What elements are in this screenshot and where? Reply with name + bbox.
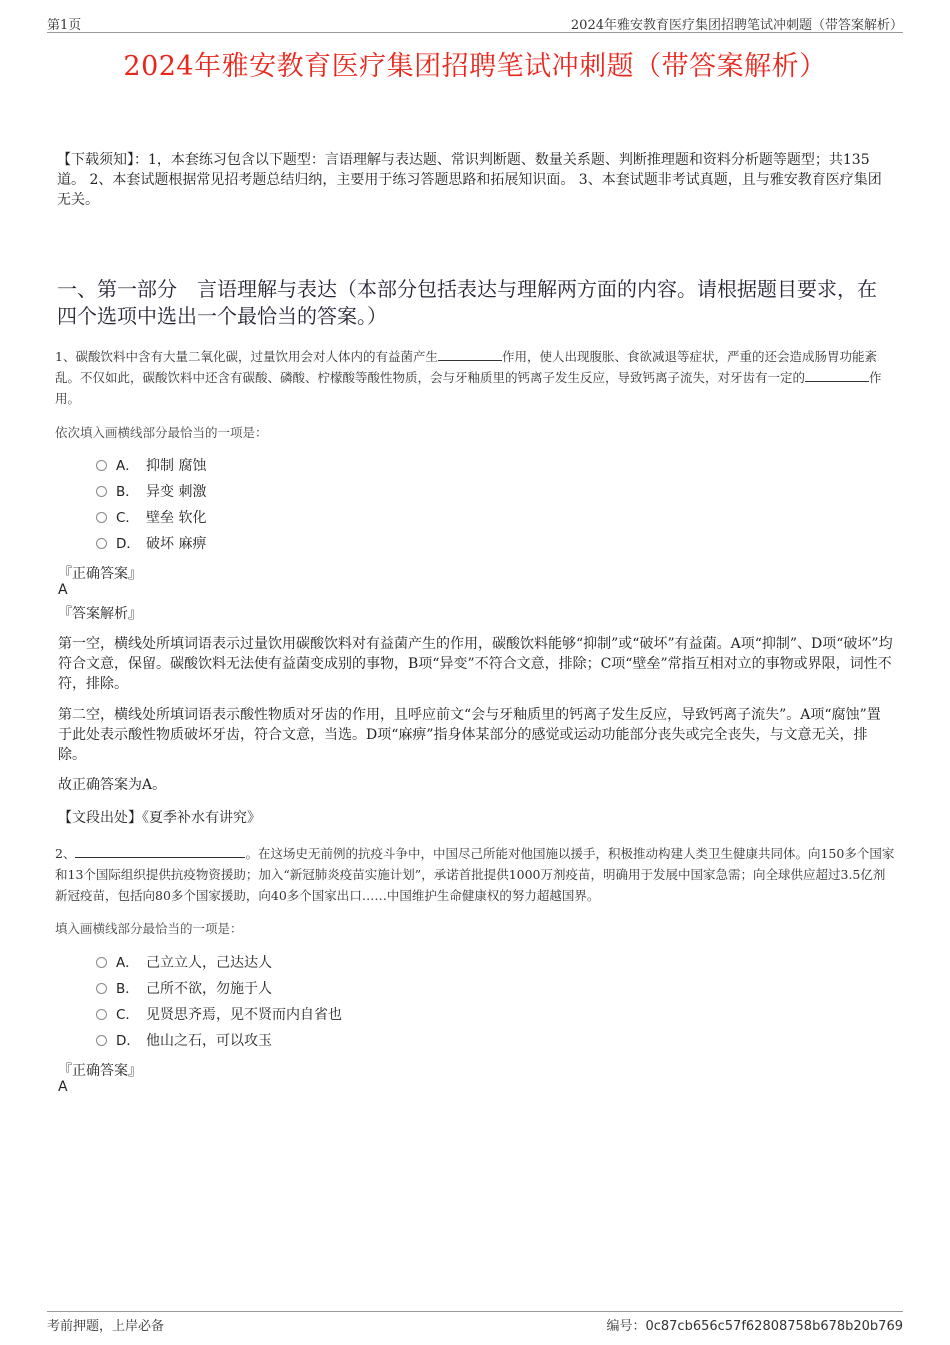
q1-blank-1 [438, 346, 502, 361]
q1-analysis-paragraph-1: 第一空，横线处所填词语表示过量饮用碳酸饮料对有益菌产生的作用，碳酸饮料能够“抑制”或“破坏”有益菌。A项“抑制”、D项“破坏”均符合文意，保留。碳酸饮料无法使有益菌变成别的事物，B项“异变”不符合文意，排除；C项“壁垒”常指互相对立的事物或界限，词性不符，排除。 [58, 636, 893, 692]
q2-blank [75, 843, 245, 858]
footer-slogan: 考前押题，上岸必备 [47, 1319, 165, 1334]
q1-source: 【文段出处】《夏季补水有讲究》 [58, 810, 261, 826]
q1-analysis-paragraph-2: 第二空，横线处所填词语表示酸性物质对牙齿的作用，且呼应前文“会与牙釉质里的钙离子发生反应，导致钙离子流失”。A项“腐蚀”置于此处表示酸性物质破坏牙齿，符合文意，当选。D项“麻痹”指身体某部分的感觉或运动功能部分丧失或完全丧失，与文意无关，排除。 [58, 707, 881, 763]
page-title: 2024年雅安教育医疗集团招聘笔试冲刺题（带答案解析） [123, 51, 827, 82]
footer-code [606, 1315, 903, 1334]
section-heading: 一、第一部分 言语理解与表达（本部分包括表达与理解两方面的内容。请根据题目要求，在四个选项中选出一个最恰当的答案。） [57, 277, 877, 328]
radio-icon[interactable] [96, 460, 107, 471]
question-1-text [55, 346, 895, 409]
q2-text-part-a: 2、 [55, 846, 76, 861]
q1-analysis-conclusion: 故正确答案为A。 [58, 777, 167, 793]
q1-prompt: 依次填入画横线部分最恰当的一项是： [55, 425, 268, 440]
q2-text-part-b: 。在这场史无前例的抗疫斗争中，中国尽己所能对他国施以援手，积极推动构建人类卫生健康共同体。向150多个国家和13个国际组织提供抗疫物资援助；加入“新冠肺炎疫苗实施计划”，承诺首批提供1000万剂疫苗，明确用于发展中国家急需；向全球供应超过3.5亿剂新冠疫苗，包括向80多个国家援助，向40多个国家出口……中国维护生命健康权的努力超越国界。 [55, 846, 895, 903]
q1-blank-2 [805, 367, 869, 382]
footer-code-label: 编号： [606, 1319, 646, 1334]
q2-option-b[interactable]: B． 己所不欲，勿施于人 [96, 978, 272, 1000]
q2-option-a[interactable]: A． 己立立人，己达达人 [96, 952, 272, 974]
radio-icon[interactable] [96, 1009, 107, 1020]
q1-answer: A [58, 582, 68, 598]
q2-prompt: 填入画横线部分最恰当的一项是： [55, 921, 243, 936]
q1-option-d[interactable]: D． 破坏 麻痹 [96, 533, 206, 555]
radio-icon[interactable] [96, 957, 107, 968]
footer-code-value: 0c87cb656c57f62808758b678b20b769 [645, 1319, 903, 1334]
q2-answer: A [58, 1079, 68, 1095]
radio-icon[interactable] [96, 538, 107, 549]
question-2-text [55, 843, 895, 906]
page-number: 第1页 [47, 18, 82, 33]
q1-answer-label: 『正确答案』 [58, 566, 142, 582]
q2-option-c[interactable]: C． 见贤思齐焉，见不贤而内自省也 [96, 1004, 342, 1026]
header-doc-title: 2024年雅安教育医疗集团招聘笔试冲刺题（带答案解析） [570, 18, 903, 33]
q2-answer-label: 『正确答案』 [58, 1063, 142, 1079]
q1-text-part-c: 作用。 [55, 370, 882, 406]
radio-icon[interactable] [96, 983, 107, 994]
q1-option-c[interactable]: C． 壁垒 软化 [96, 507, 206, 529]
radio-icon[interactable] [96, 512, 107, 523]
radio-icon[interactable] [96, 1035, 107, 1046]
page-footer [47, 1311, 903, 1332]
q1-text-part-a: 1、碳酸饮料中含有大量二氧化碳，过量饮用会对人体内的有益菌产生 [55, 349, 438, 364]
q1-text-part-b: 作用，使人出现腹胀、食欲减退等症状，严重的还会造成肠胃功能紊乱。不仅如此，碳酸饮料中还含有碳酸、磷酸、柠檬酸等酸性物质，会与牙釉质里的钙离子发生反应，导致钙离子流失，对牙齿有一定的 [55, 349, 877, 385]
q1-option-a[interactable]: A． 抑制 腐蚀 [96, 455, 206, 477]
page-header [47, 14, 903, 33]
q2-option-d[interactable]: D． 他山之石，可以攻玉 [96, 1030, 272, 1052]
radio-icon[interactable] [96, 486, 107, 497]
q1-analysis-label: 『答案解析』 [58, 606, 142, 622]
download-notice: 【下载须知】：1，本套练习包含以下题型：言语理解与表达题、常识判断题、数量关系题、判断推理题和资料分析题等题型；共135道。 2、本套试题根据常见招考题总结归纳，主要用于练习答题思路和拓展知识面。 3、本套试题非考试真题，且与雅安教育医疗集团无关。 [57, 152, 882, 208]
q1-option-b[interactable]: B． 异变 刺激 [96, 481, 206, 503]
